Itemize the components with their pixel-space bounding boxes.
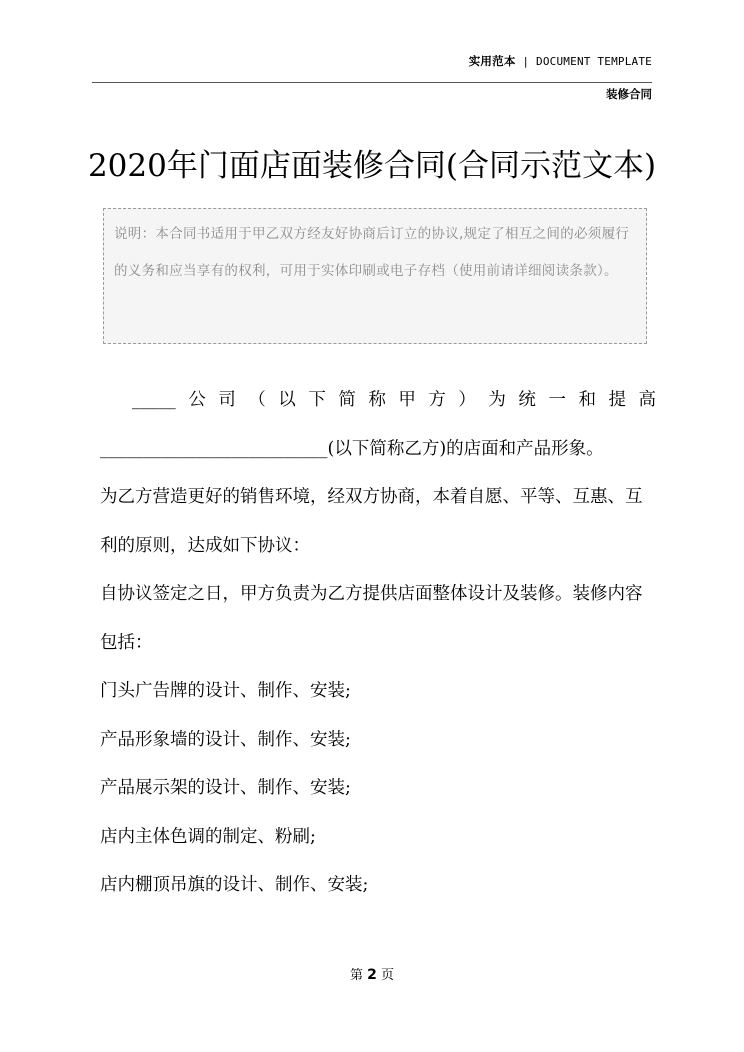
header-subtitle: 装修合同: [606, 87, 652, 101]
list-item: 产品展示架的设计、制作、安装;: [100, 778, 351, 798]
body-line-2: __________________________(以下简称乙方)的店面和产品形象。: [100, 438, 604, 459]
footer-suffix: 页: [381, 968, 395, 983]
note-box: [103, 208, 647, 344]
list-item: 店内主体色调的制定、粉刷;: [100, 826, 316, 847]
page-number: 2: [367, 967, 377, 983]
document-title: 2020年门面店面装修合同(合同示范文本): [87, 148, 657, 184]
header-separator: |: [515, 55, 537, 68]
note-text: 说明：本合同书适用于甲乙双方经友好协商后订立的协议,规定了相互之间的必须履行的义务和应当享有的权利，可用于实体印刷或电子存档（使用前请详细阅读条款）。: [114, 226, 630, 279]
header-brand: 实用范本: [468, 54, 516, 68]
header-tag: DOCUMENT TEMPLATE: [536, 55, 652, 68]
header-brand-line: [469, 53, 652, 69]
body-paragraph-2: 为乙方营造更好的销售环境，经双方协商，本着自愿、平等、互惠、互利的原则，达成如下协议：: [100, 487, 643, 556]
body-line-1: _____公司（以下简称甲方）为统一和提高: [132, 390, 656, 410]
footer-prefix: 第: [349, 968, 363, 983]
list-item: 店内棚顶吊旗的设计、制作、安装;: [100, 875, 369, 895]
list-item: 门头广告牌的设计、制作、安装;: [100, 681, 351, 701]
header-divider: [92, 82, 652, 83]
document-body: [100, 376, 656, 910]
page-footer: [0, 964, 744, 983]
list-item: 产品形象墙的设计、制作、安装;: [100, 729, 351, 750]
body-paragraph-3: 自协议签定之日，甲方负责为乙方提供店面整体设计及装修。装修内容包括：: [100, 584, 643, 653]
